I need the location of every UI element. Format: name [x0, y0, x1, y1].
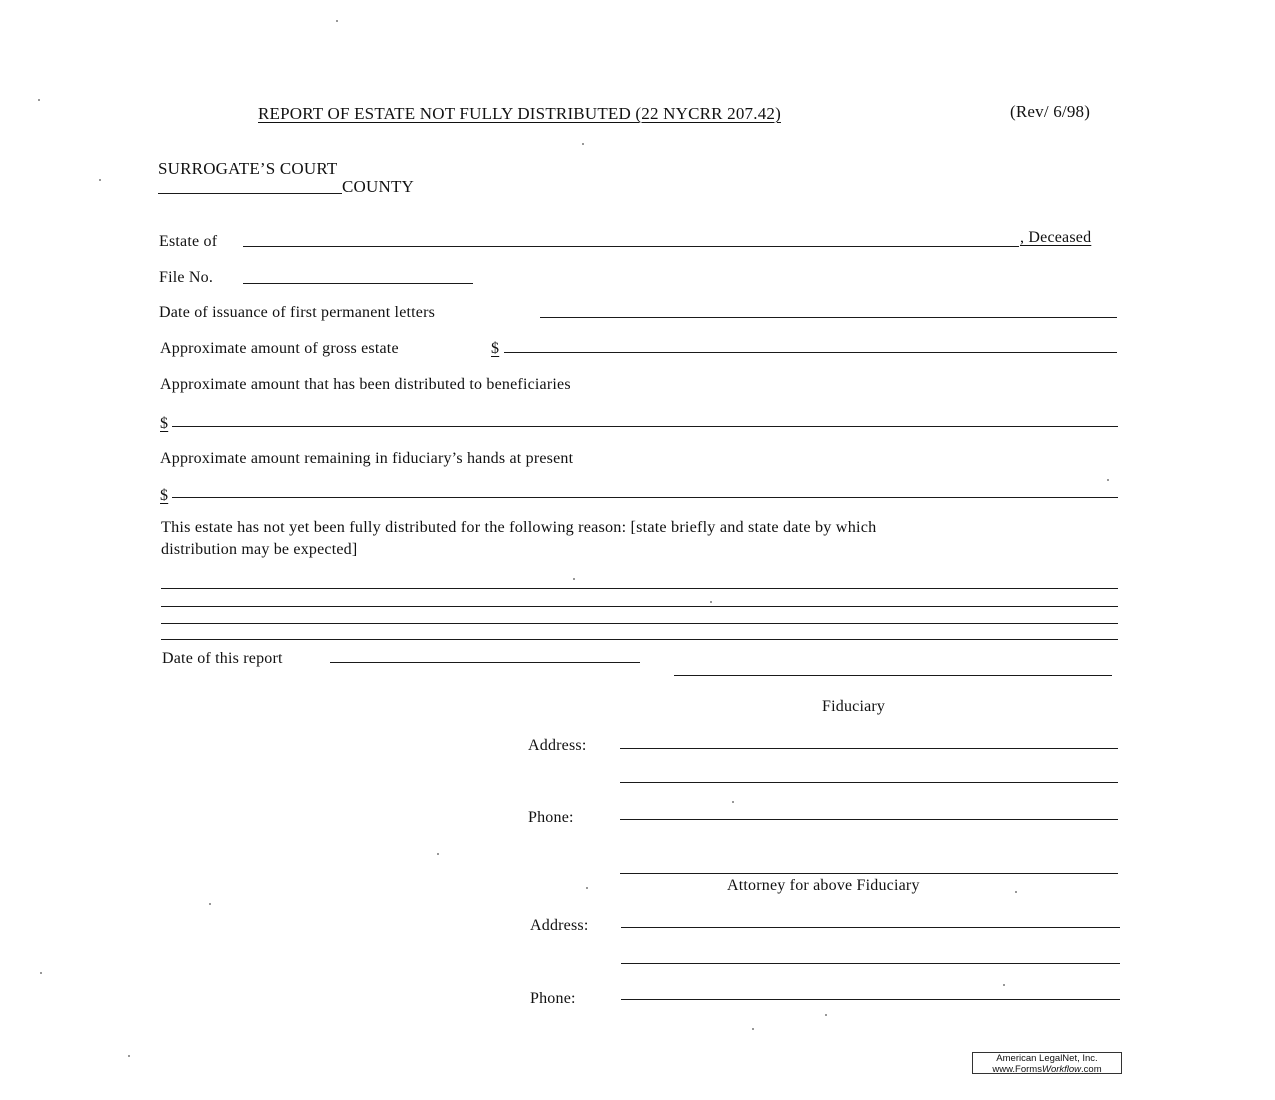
remaining-field[interactable]	[172, 497, 1118, 498]
revision-label: (Rev/ 6/98)	[1010, 102, 1091, 121]
court-name: SURROGATE’S COURT	[158, 159, 338, 178]
scan-speck	[1003, 984, 1005, 986]
attorney-label: Attorney for above Fiduciary	[727, 877, 920, 894]
distributed-label: Approximate amount that has been distributed to beneficiaries	[160, 376, 571, 393]
reason-line-2: distribution may be expected]	[161, 541, 358, 558]
deceased-label: , Deceased	[1020, 229, 1092, 246]
scan-speck	[336, 20, 338, 22]
file-no-field[interactable]	[243, 283, 473, 284]
remaining-label: Approximate amount remaining in fiduciary’s hands at present	[160, 450, 574, 467]
scan-speck	[573, 578, 575, 580]
attorney-phone-label: Phone:	[530, 990, 576, 1007]
publisher-url-suffix: .com	[1081, 1063, 1102, 1075]
attorney-address-label: Address:	[530, 917, 589, 934]
report-date-label: Date of this report	[162, 650, 283, 667]
scan-speck	[38, 99, 40, 101]
reason-line-1: This estate has not yet been fully distributed for the following reason: [state briefly and state date by which	[161, 518, 877, 536]
reason-field-line-1[interactable]	[161, 588, 1118, 589]
scan-speck	[1107, 479, 1109, 481]
scan-speck	[209, 903, 211, 905]
scan-speck	[710, 601, 712, 603]
scan-speck	[40, 972, 42, 974]
attorney-address-field-1[interactable]	[621, 927, 1120, 928]
scan-speck	[586, 887, 588, 889]
fiduciary-phone-label: Phone:	[528, 809, 574, 826]
file-no-label: File No.	[159, 269, 214, 286]
publisher-url-prefix: www.Forms	[992, 1063, 1042, 1075]
scan-speck	[582, 143, 584, 145]
fiduciary-label: Fiduciary	[822, 698, 886, 715]
county-field[interactable]	[158, 193, 342, 194]
scan-speck	[437, 853, 439, 855]
attorney-signature-field[interactable]	[620, 873, 1118, 874]
fiduciary-phone-field[interactable]	[620, 819, 1118, 820]
publisher-url	[973, 1065, 1121, 1076]
reason-field-line-3[interactable]	[161, 623, 1118, 624]
fiduciary-address-field-2[interactable]	[620, 782, 1118, 783]
distributed-currency: $	[160, 415, 169, 432]
scan-speck	[825, 1014, 827, 1016]
publisher-url-italic: Workflow	[1041, 1063, 1082, 1075]
scan-speck	[752, 1028, 754, 1030]
publisher-stamp	[972, 1052, 1122, 1074]
distributed-field[interactable]	[172, 426, 1118, 427]
form-title: REPORT OF ESTATE NOT FULLY DISTRIBUTED (22 NYCRR 207.42)	[258, 104, 781, 123]
attorney-phone-field[interactable]	[621, 999, 1120, 1000]
fiduciary-signature-field[interactable]	[674, 675, 1112, 676]
fiduciary-address-label: Address:	[528, 737, 587, 754]
report-date-field[interactable]	[330, 662, 640, 663]
attorney-address-field-2[interactable]	[621, 963, 1120, 964]
scan-speck	[732, 801, 734, 803]
estate-name-field[interactable]	[243, 246, 1019, 247]
gross-estate-label: Approximate amount of gross estate	[160, 340, 399, 357]
scan-speck	[1015, 891, 1017, 893]
gross-estate-field[interactable]	[504, 352, 1117, 353]
scan-speck	[99, 179, 101, 181]
estate-of-label: Estate of	[159, 233, 218, 250]
gross-estate-currency: $	[491, 340, 500, 357]
reason-field-line-2[interactable]	[161, 606, 1118, 607]
fiduciary-address-field-1[interactable]	[620, 748, 1118, 749]
scan-speck	[128, 1055, 130, 1057]
first-letters-date-label: Date of issuance of first permanent letters	[159, 304, 436, 321]
first-letters-date-field[interactable]	[540, 317, 1117, 318]
county-label: COUNTY	[342, 177, 415, 196]
remaining-currency: $	[160, 487, 169, 504]
reason-field-line-4[interactable]	[161, 639, 1118, 640]
publisher-company: American LegalNet, Inc.	[996, 1053, 1098, 1064]
